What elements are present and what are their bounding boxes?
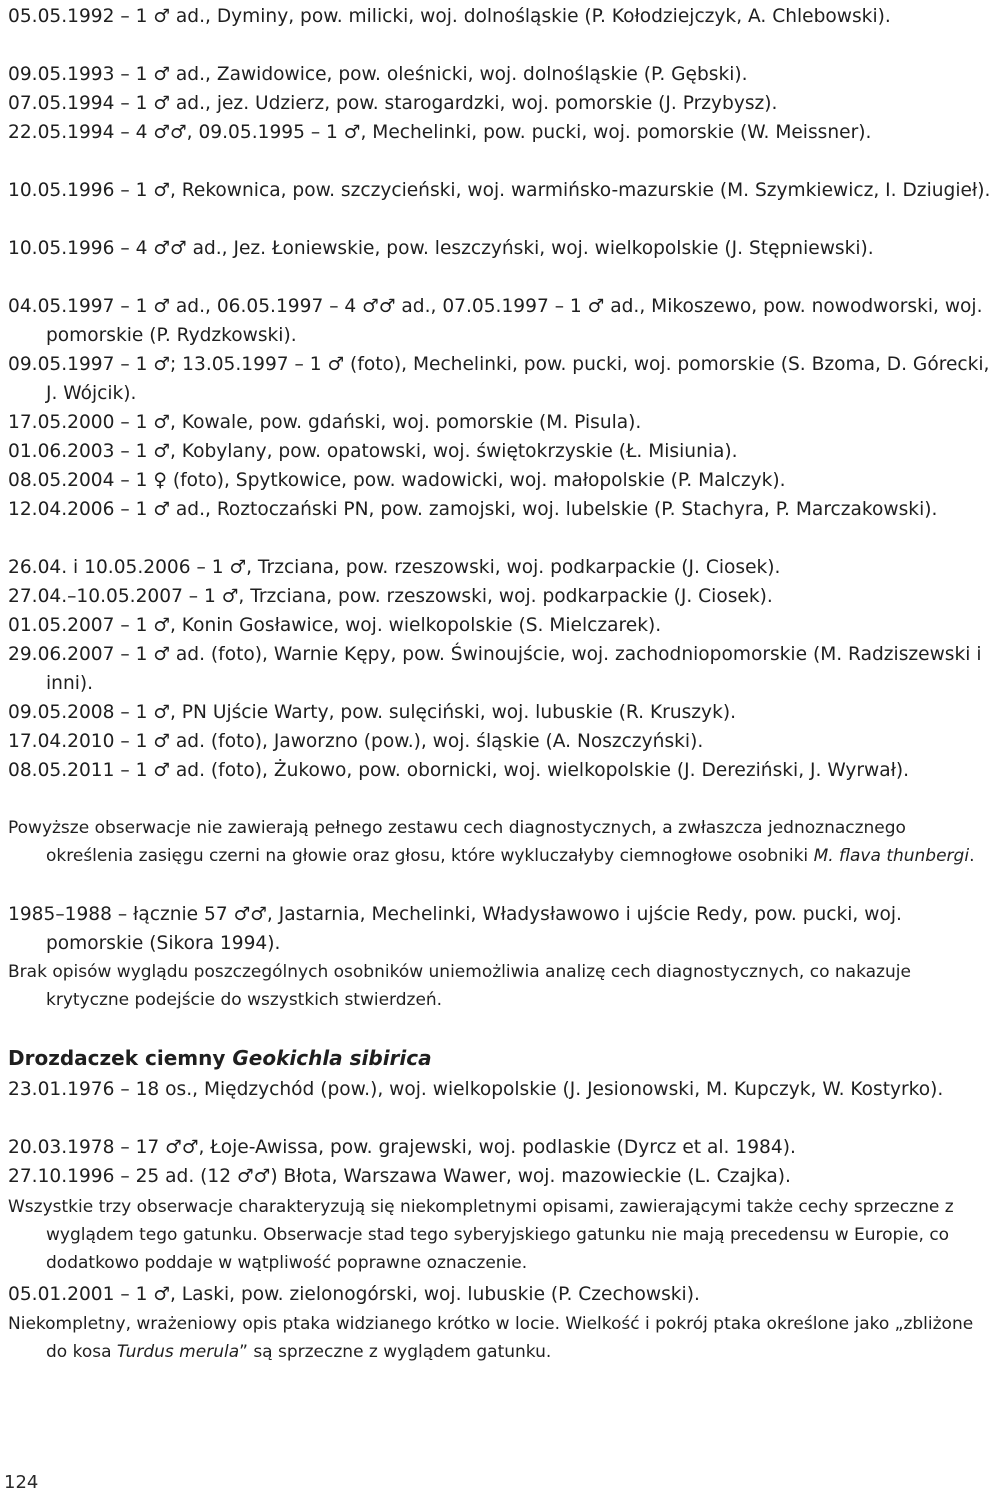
record-entry: 22.05.1994 – 4 ♂♂, 09.05.1995 – 1 ♂, Mechelinki, pow. pucki, woj. pomorskie (W. Meissner). [8, 122, 872, 143]
record-entry: 26.04. i 10.05.2006 – 1 ♂, Trzciana, pow. rzeszowski, woj. podkarpackie (J. Ciosek). [8, 557, 781, 578]
record-entry: 23.01.1976 – 18 os., Międzychód (pow.), woj. wielkopolskie (J. Jesionowski, M. Kupczyk, W. Kostyrko). [8, 1079, 944, 1100]
record-entry: 05.01.2001 – 1 ♂, Laski, pow. zielonogórski, woj. lubuskie (P. Czechowski). [8, 1284, 700, 1305]
commentary-note [8, 1310, 992, 1366]
record-entry: 09.05.1993 – 1 ♂ ad., Zawidowice, pow. oleśnicki, woj. dolnośląskie (P. Gębski). [8, 64, 748, 85]
note-text: ” są sprzeczne z wyglądem gatunku. [239, 1342, 552, 1362]
note-text: Powyższe obserwacje nie zawierają pełnego zestawu cech diagnostycznych, a zwłaszcza jednoznacznego określenia zasięgu czerni na głowie oraz głosu, które wykluczałyby ciemnogłowe osobniki [8, 818, 906, 866]
record-entry: 07.05.1994 – 1 ♂ ad., jez. Udzierz, pow. starogardzki, woj. pomorskie (J. Przybysz). [8, 93, 778, 114]
record-entry: 05.05.1992 – 1 ♂ ad., Dyminy, pow. milicki, woj. dolnośląskie (P. Kołodziejczyk, A. Chlebowski). [8, 6, 891, 27]
note-text: . [969, 846, 975, 866]
record-entry: 12.04.2006 – 1 ♂ ad., Roztoczański PN, pow. zamojski, woj. lubelskie (P. Stachyra, P. Marczakowski). [8, 499, 938, 520]
record-entry: 04.05.1997 – 1 ♂ ad., 06.05.1997 – 4 ♂♂ ad., 07.05.1997 – 1 ♂ ad., Mikoszewo, pow. nowodworski, woj. pomorskie (P. Rydzkowski). [8, 296, 983, 346]
record-entry: 17.05.2000 – 1 ♂, Kowale, pow. gdański, woj. pomorskie (M. Pisula). [8, 412, 642, 433]
record-entry: 17.04.2010 – 1 ♂ ad. (foto), Jaworzno (pow.), woj. śląskie (A. Noszczyński). [8, 731, 704, 752]
note-text: Niekompletny, wrażeniowy opis ptaka widzianego krótko w locie. Wielkość i pokrój ptaka określone jako „zbliżone do kosa [8, 1314, 974, 1362]
heading-latin-name: Geokichla sibirica [232, 1046, 432, 1070]
record-entry: 27.10.1996 – 25 ad. (12 ♂♂) Błota, Warszawa Wawer, woj. mazowieckie (L. Czajka). [8, 1166, 791, 1187]
record-entry: 10.05.1996 – 4 ♂♂ ad., Jez. Łoniewskie, pow. leszczyński, woj. wielkopolskie (J. Stępniewski). [8, 238, 874, 259]
record-entry: 27.04.–10.05.2007 – 1 ♂, Trzciana, pow. rzeszowski, woj. podkarpackie (J. Ciosek). [8, 586, 773, 607]
record-entry: 01.06.2003 – 1 ♂, Kobylany, pow. opatowski, woj. świętokrzyskie (Ł. Misiunia). [8, 441, 738, 462]
page-number: 124 [4, 1472, 39, 1493]
record-entry: 20.03.1978 – 17 ♂♂, Łoje-Awissa, pow. grajewski, woj. podlaskie (Dyrcz et al. 1984). [8, 1137, 796, 1158]
species-heading [8, 1044, 432, 1072]
heading-name: Drozdaczek ciemny [8, 1046, 233, 1070]
record-entry: 09.05.2008 – 1 ♂, PN Ujście Warty, pow. sulęciński, woj. lubuskie (R. Kruszyk). [8, 702, 736, 723]
commentary-note: Brak opisów wyglądu poszczególnych osobników uniemożliwia analizę cech diagnostycznych, co nakazuje krytyczne podejście do wszystkich stwierdzeń. [8, 962, 911, 1010]
commentary-note [8, 814, 992, 870]
species-name: Turdus merula [116, 1342, 240, 1362]
record-entry: 09.05.1997 – 1 ♂; 13.05.1997 – 1 ♂ (foto), Mechelinki, pow. pucki, woj. pomorskie (S. Bzoma, D. Górecki, J. Wójcik). [8, 354, 990, 404]
commentary-note: Wszystkie trzy obserwacje charakteryzują się niekompletnymi opisami, zawierającymi także cechy sprzeczne z wyglądem tego gatunku. Obserwacje stad tego syberyjskiego gatunku nie mają precedensu w Europie, co dodatkowo poddaje w wątpliwość poprawne oznaczenie. [8, 1197, 954, 1273]
record-entry: 1985–1988 – łącznie 57 ♂♂, Jastarnia, Mechelinki, Władysławowo i ujście Redy, pow. pucki, woj. pomorskie (Sikora 1994). [8, 904, 902, 954]
record-entry: 10.05.1996 – 1 ♂, Rekownica, pow. szczycieński, woj. warmińsko-mazurskie (M. Szymkiewicz, I. Dziugieł). [8, 180, 991, 201]
record-entry: 08.05.2011 – 1 ♂ ad. (foto), Żukowo, pow. obornicki, woj. wielkopolskie (J. Dereziński, J. Wyrwał). [8, 760, 910, 781]
species-name: M. flava thunbergi [813, 846, 970, 866]
record-entry: 01.05.2007 – 1 ♂, Konin Gosławice, woj. wielkopolskie (S. Mielczarek). [8, 615, 662, 636]
record-entry: 08.05.2004 – 1 ♀ (foto), Spytkowice, pow. wadowicki, woj. małopolskie (P. Malczyk). [8, 470, 786, 491]
record-entry: 29.06.2007 – 1 ♂ ad. (foto), Warnie Kępy, pow. Świnoujście, woj. zachodniopomorskie (M. Radziszewski i inni). [8, 644, 982, 694]
